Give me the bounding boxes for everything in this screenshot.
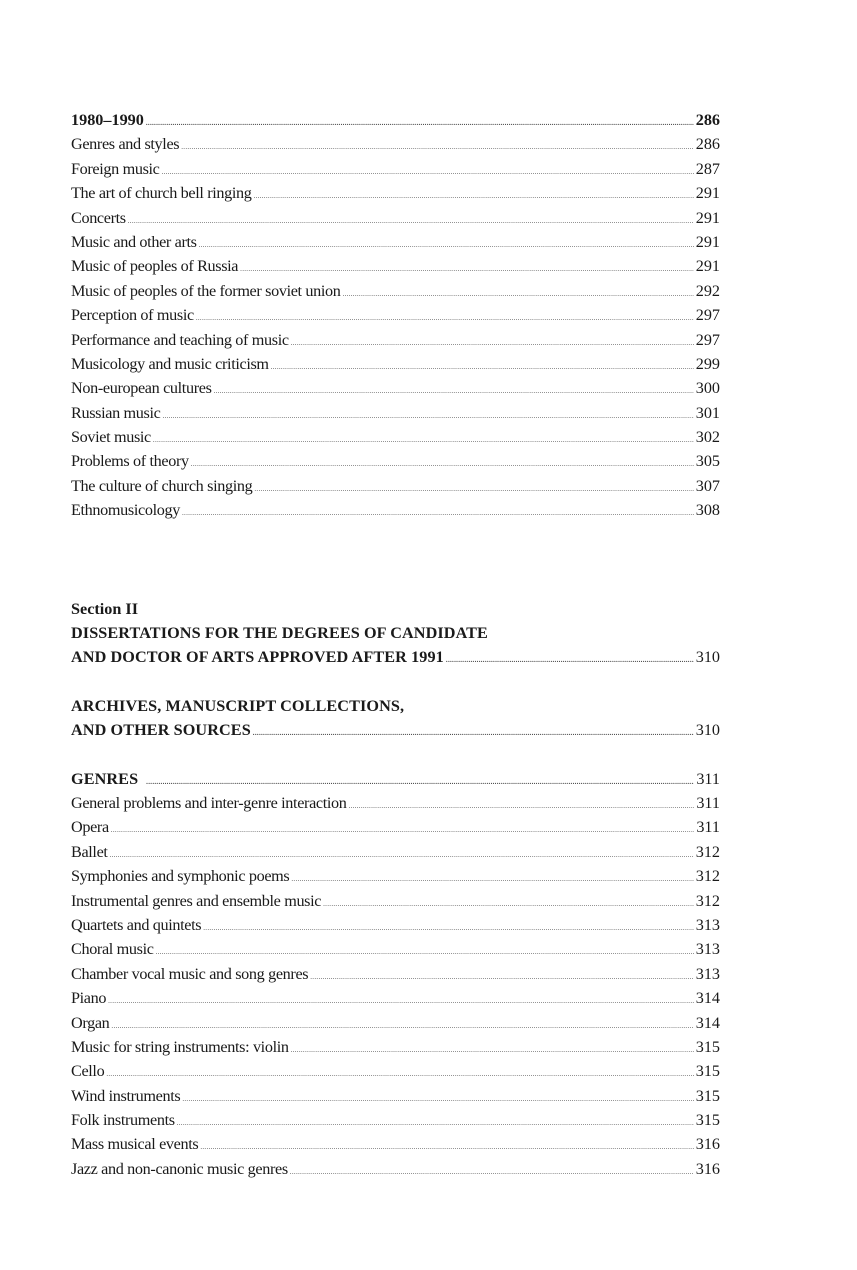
leader-dots [310,962,693,989]
toc-entry-title: Mass musical events [71,1135,199,1154]
toc-entry[interactable] [71,328,720,352]
toc-entry[interactable] [71,889,720,913]
toc-entry[interactable] [71,937,720,961]
toc-entry-title: Non-european cultures [71,379,212,398]
toc-entry-title: GENRES [71,769,139,788]
leader-dots [214,376,694,403]
leader-dots [182,498,694,525]
leader-dots [191,449,694,476]
toc-entry-title: Music for string instruments: violin [71,1037,289,1056]
toc-entry-title: Ballet [71,842,108,861]
section-label: Section II [71,599,139,618]
toc-entry-title: Jazz and non-canonic music genres [71,1159,288,1178]
leader-dots [291,328,694,355]
toc-entry[interactable] [71,352,720,376]
archives-heading-line1: ARCHIVES, MANUSCRIPT COLLECTIONS, [71,696,405,715]
leader-dots [111,1011,693,1038]
toc-entry-title: Music of peoples of Russia [71,257,239,276]
toc-page-number: 291 [695,184,720,203]
toc-entry-title: Soviet music [71,428,151,447]
toc-page-number: 307 [695,476,720,495]
toc-page-number: 292 [695,281,720,300]
toc-entry[interactable] [71,864,720,888]
toc-page-number: 297 [695,330,720,349]
toc-entry-title: Music of peoples of the former soviet union [71,281,341,300]
toc-page-number: 312 [695,867,720,886]
leader-dots [291,1035,694,1062]
toc-page-number: 287 [695,159,720,178]
leader-dots [203,913,694,940]
toc-page-number: 313 [695,915,720,934]
toc-entry-title: Problems of theory [71,452,189,471]
toc-entry[interactable] [71,986,720,1010]
leader-dots [146,767,694,794]
toc-entry[interactable] [71,230,720,254]
spacer [71,523,720,597]
toc-entry[interactable] [71,962,720,986]
toc-entry[interactable] [71,449,720,473]
toc-entry-title: Symphonies and symphonic poems [71,867,290,886]
leader-dots [153,425,694,452]
leader-dots [349,791,695,818]
toc-page-number: 315 [695,1111,720,1130]
leader-dots [162,401,693,428]
toc-page-number: 286 [695,111,720,129]
leader-dots [240,254,694,281]
toc-entry[interactable] [71,1084,720,1108]
leader-dots [271,352,694,379]
toc-page-number: 311 [696,769,720,788]
toc-page-number: 316 [695,1135,720,1154]
leader-dots [156,937,694,964]
toc-page-number: 308 [695,501,720,520]
toc-page-number: 311 [696,793,720,812]
toc-entry-title: Perception of music [71,306,194,325]
leader-dots [254,474,693,501]
toc-page-number: 301 [695,403,720,422]
toc-page-number: 310 [695,648,720,667]
leader-dots [253,718,694,745]
toc-page-number: 305 [695,452,720,471]
toc-entry[interactable] [71,279,720,303]
leader-dots [162,157,694,184]
leader-dots [290,1157,694,1184]
toc-entry[interactable] [71,157,720,181]
toc-entry-title: Organ [71,1013,110,1032]
toc-entry-title: Concerts [71,208,126,227]
toc-entry-title: Quartets and quintets [71,915,202,934]
leader-dots [446,645,694,672]
toc-entry[interactable] [71,1132,720,1156]
toc-entry-title: Foreign music [71,159,160,178]
toc-entry[interactable] [71,498,720,522]
toc-page-number: 315 [695,1062,720,1081]
toc-entry-title: Folk instruments [71,1111,175,1130]
toc-entry[interactable] [71,791,720,815]
leader-dots [254,181,694,208]
leader-dots [108,986,694,1013]
toc-entry[interactable] [71,181,720,205]
toc-page-number: 314 [695,989,720,1008]
toc-heading-1980-1990[interactable] [71,108,720,132]
leader-dots [182,1084,693,1111]
leader-dots [146,108,694,135]
leader-dots [106,1059,693,1086]
toc-entry[interactable] [71,254,720,278]
toc-page-number: 311 [696,818,720,837]
toc-entry-title: Cello [71,1062,105,1081]
toc-entry[interactable] [71,1108,720,1132]
toc-heading-archives[interactable] [71,718,720,742]
toc-page-number: 302 [695,428,720,447]
toc-entry-title: Russian music [71,403,161,422]
toc-entry-title: Choral music [71,940,154,959]
toc-page-number: 312 [695,891,720,910]
leader-dots [343,279,694,306]
toc-heading-genres[interactable] [71,767,720,791]
genres-entries-list [71,791,720,1181]
toc-entry-title: General problems and inter-genre interaction [71,793,347,812]
leader-dots [323,889,694,916]
toc-entry-title: Musicology and music criticism [71,354,269,373]
toc-entry-title: 1980–1990 [71,111,144,129]
leader-dots [291,864,693,891]
toc-entry-title: Piano [71,989,107,1008]
toc-page-number: 291 [695,232,720,251]
leader-dots [199,230,694,257]
toc-page-number: 297 [695,306,720,325]
toc-entry-title: Instrumental genres and ensemble music [71,891,322,910]
leader-dots [110,840,694,867]
dissertations-heading-line1: DISSERTATIONS FOR THE DEGREES OF CANDIDATE [71,624,488,643]
toc-entry[interactable] [71,913,720,937]
toc-entry-title: Wind instruments [71,1086,181,1105]
toc-entry[interactable] [71,1059,720,1083]
toc-entry[interactable] [71,1011,720,1035]
toc-page-number: 316 [695,1159,720,1178]
toc-entry-title: AND DOCTOR OF ARTS APPROVED AFTER 1991 [71,648,444,667]
toc-page-number: 300 [695,379,720,398]
toc-entry[interactable] [71,474,720,498]
toc-page-number: 313 [695,940,720,959]
toc-page-number: 291 [695,257,720,276]
toc-entry-title: Genres and styles [71,135,180,154]
toc-page-number: 310 [695,721,720,740]
toc-entry[interactable] [71,840,720,864]
toc-entry-title: Chamber vocal music and song genres [71,964,309,983]
toc-entry-title: Ethnomusicology [71,501,180,520]
toc-entry[interactable] [71,303,720,327]
toc-page-number: 299 [695,354,720,373]
period-entries-list [71,132,720,522]
spacer [71,670,720,694]
toc-entry[interactable] [71,401,720,425]
toc-page-number: 291 [695,208,720,227]
table-of-contents [71,108,720,1181]
leader-dots [196,303,694,330]
toc-page-number: 315 [695,1086,720,1105]
leader-dots [128,206,694,233]
toc-page-number: 315 [695,1037,720,1056]
leader-dots [200,1132,693,1159]
toc-page-number: 313 [695,964,720,983]
leader-dots [111,815,695,842]
toc-page-number: 312 [695,842,720,861]
toc-entry[interactable] [71,425,720,449]
toc-page-number: 314 [695,1013,720,1032]
toc-entry[interactable] [71,206,720,230]
toc-entry-title: Opera [71,818,109,837]
toc-entry[interactable] [71,376,720,400]
toc-heading-dissertations[interactable] [71,645,720,669]
toc-entry-title: AND OTHER SOURCES [71,721,251,740]
spacer [71,743,720,767]
toc-entry[interactable] [71,132,720,156]
leader-dots [181,132,693,159]
toc-entry[interactable] [71,1035,720,1059]
toc-entry-title: The culture of church singing [71,476,253,495]
toc-page-number: 286 [695,135,720,154]
toc-entry-title: Music and other arts [71,232,197,251]
toc-entry-title: The art of church bell ringing [71,184,252,203]
toc-entry[interactable] [71,815,720,839]
toc-entry[interactable] [71,1157,720,1181]
leader-dots [177,1108,694,1135]
toc-entry-title: Performance and teaching of music [71,330,289,349]
